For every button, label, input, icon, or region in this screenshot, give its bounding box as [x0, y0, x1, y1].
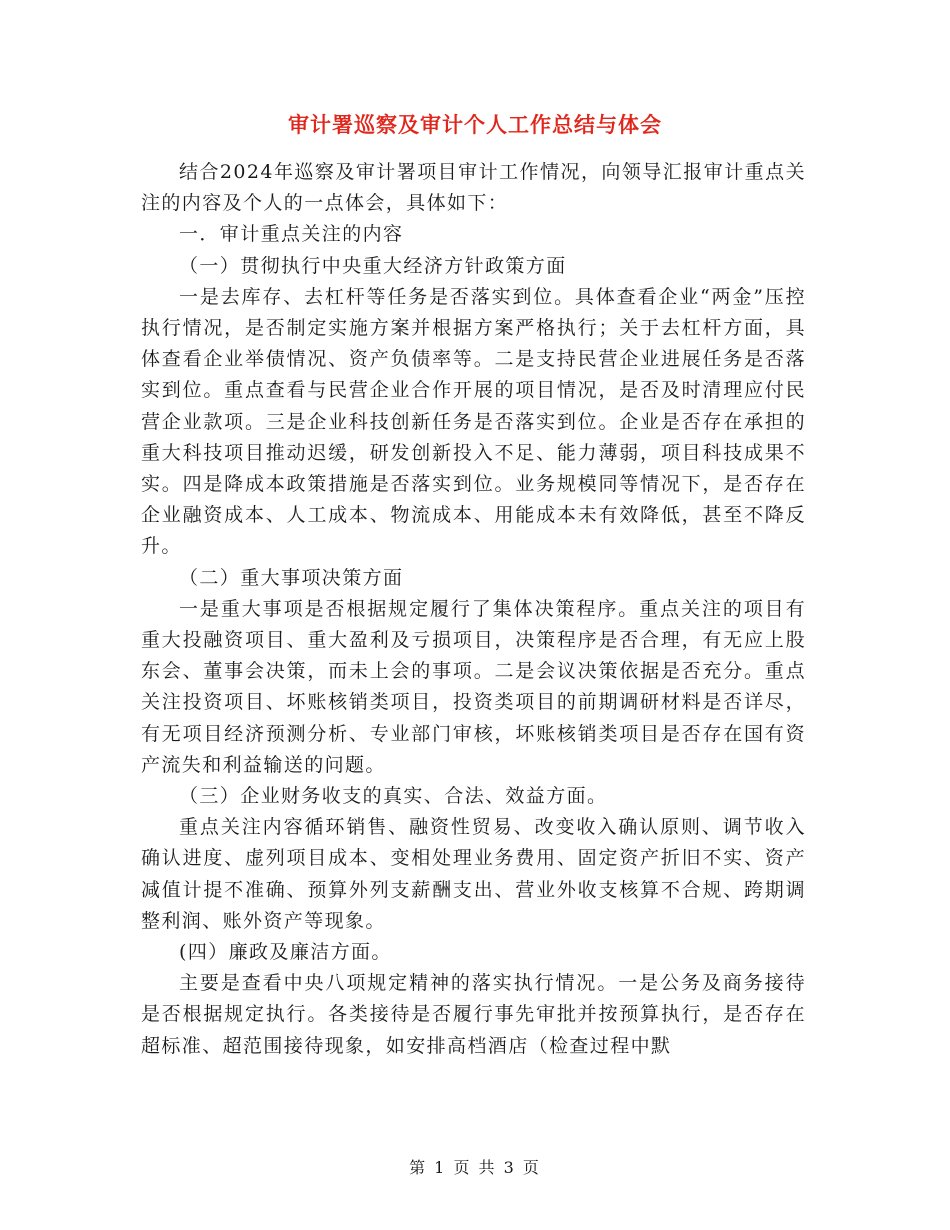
- section-heading-1: 一．审计重点关注的内容: [179, 223, 404, 246]
- subsection-heading-4: (四）廉政及廉洁方面。: [179, 941, 392, 964]
- document-title: 审计署巡察及审计个人工作总结与体会: [288, 112, 662, 137]
- intro-paragraph: 结合2024年巡察及审计署项目审计工作情况，向领导汇报审计重点关注的内容及个人的一点体会，具体如下：: [141, 161, 806, 215]
- paragraph-integrity: 主要是查看中央八项规定精神的落实执行情况。一是公务及商务接待是否根据规定执行。各类接待是否履行事先审批并按预算执行，是否存在超标准、超范围接待现象，如安排高档酒店（检查过程中默: [141, 972, 806, 1057]
- paragraph-finance: 重点关注内容循环销售、融资性贸易、改变收入确认原则、调节收入确认进度、虚列项目成本、变相处理业务费用、固定资产折旧不实、资产减值计提不准确、预算外列支薪酬支出、营业外收支核算不合规、跨期调整利润、账外资产等现象。: [141, 816, 806, 932]
- document-body: [141, 157, 806, 1062]
- subsection-heading-2: （二）重大事项决策方面: [179, 566, 404, 589]
- subsection-heading-3: （三）企业财务收支的真实、合法、效益方面。: [179, 785, 608, 808]
- paragraph-policy: 一是去库存、去杠杆等任务是否落实到位。具体查看企业“两金”压控执行情况，是否制定实施方案并根据方案严格执行；关于去杠杆方面，具体查看企业举债情况、资产负债率等。二是支持民营企业进展任务是否落实到位。重点查看与民营企业合作开展的项目情况，是否及时清理应付民营企业款项。三是企业科技创新任务是否落实到位。企业是否存在承担的重大科技项目推动迟缓，研发创新投入不足、能力薄弱，项目科技成果不实。四是降成本政策措施是否落实到位。业务规模同等情况下，是否存在企业融资成本、人工成本、物流成本、用能成本未有效降低，甚至不降反升。: [141, 285, 806, 558]
- subsection-heading-1: （一）贯彻执行中央重大经济方针政策方面: [179, 254, 567, 277]
- paragraph-decision: 一是重大事项是否根据规定履行了集体决策程序。重点关注的项目有重大投融资项目、重大盈利及亏损项目，决策程序是否合理，有无应上股东会、董事会决策，而未上会的事项。二是会议决策依据是否充分。重点关注投资项目、坏账核销类项目，投资类项目的前期调研材料是否详尽，有无项目经济预测分析、专业部门审核，坏账核销类项目是否存在国有资产流失和利益输送的问题。: [141, 597, 806, 776]
- page-indicator: 第 1 页 共 3 页: [409, 1158, 541, 1177]
